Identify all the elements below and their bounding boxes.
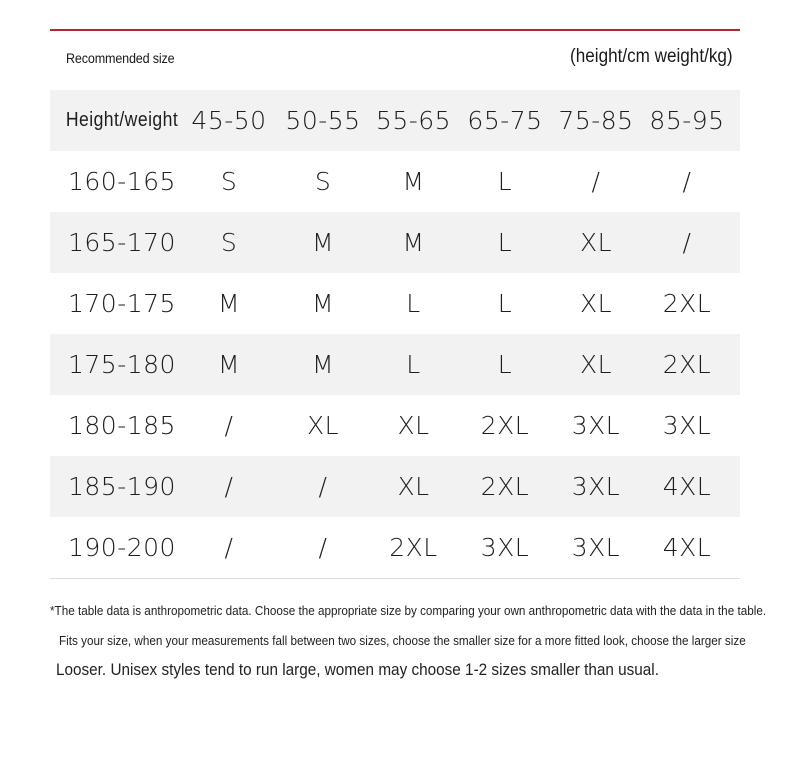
size-cell: M bbox=[311, 228, 335, 257]
column-header: 75-85 bbox=[558, 106, 634, 135]
recommended-size-title: Recommended size bbox=[66, 50, 175, 66]
column-header: 65-75 bbox=[467, 106, 543, 135]
size-cell: 3XL bbox=[480, 533, 530, 562]
height-range-cell: 165-170 bbox=[68, 228, 176, 257]
table-row bbox=[50, 212, 740, 273]
size-cell: 2XL bbox=[480, 411, 530, 440]
table-row bbox=[50, 334, 740, 395]
size-cell: M bbox=[311, 350, 335, 379]
size-cell: 4XL bbox=[662, 472, 712, 501]
footnote-line-1: *The table data is anthropometric data. Choose the appropriate size by comparing your own anthropometric data with the data in the table. bbox=[50, 603, 767, 618]
table-row bbox=[50, 395, 740, 456]
size-cell: 3XL bbox=[571, 411, 621, 440]
top-accent-rule bbox=[50, 29, 740, 31]
size-cell: XL bbox=[397, 411, 430, 440]
height-range-cell: 190-200 bbox=[68, 533, 176, 562]
table-row bbox=[50, 517, 740, 578]
size-cell: / bbox=[682, 167, 692, 196]
size-cell: S bbox=[220, 228, 238, 257]
column-header: Height/weight bbox=[65, 109, 179, 131]
size-cell: XL bbox=[579, 289, 613, 318]
size-cell: / bbox=[318, 472, 328, 501]
size-cell: S bbox=[314, 167, 332, 196]
table-row bbox=[50, 273, 740, 334]
size-cell: 4XL bbox=[662, 533, 712, 562]
height-range-cell: 175-180 bbox=[68, 350, 176, 379]
size-cell: 2XL bbox=[662, 289, 712, 318]
size-cell: M bbox=[217, 289, 241, 318]
height-range-cell: 170-175 bbox=[68, 289, 176, 318]
size-cell: S bbox=[220, 167, 238, 196]
size-cell: M bbox=[402, 167, 425, 196]
size-cell: / bbox=[224, 411, 234, 440]
size-cell: XL bbox=[579, 350, 613, 379]
size-cell: 2XL bbox=[389, 533, 438, 562]
height-range-cell: 185-190 bbox=[68, 472, 176, 501]
size-cell: L bbox=[497, 167, 513, 196]
size-cell: M bbox=[217, 350, 241, 379]
units-label: (height/cm weight/kg) bbox=[570, 46, 733, 67]
height-range-cell: 160-165 bbox=[68, 167, 176, 196]
table-bottom-divider bbox=[50, 578, 740, 579]
size-cell: XL bbox=[306, 411, 340, 440]
footnote-line-2: Fits your size, when your measurements fall between two sizes, choose the smaller size for a more fitted look, choose the larger size bbox=[59, 633, 746, 648]
size-cell: / bbox=[682, 228, 692, 257]
size-cell: XL bbox=[579, 228, 613, 257]
column-header: 55-65 bbox=[375, 106, 452, 135]
size-cell: L bbox=[406, 289, 421, 318]
size-cell: XL bbox=[397, 472, 430, 501]
size-cell: / bbox=[318, 533, 328, 562]
size-cell: L bbox=[497, 350, 513, 379]
size-cell: 2XL bbox=[662, 350, 712, 379]
size-cell: 2XL bbox=[480, 472, 530, 501]
table-row bbox=[50, 456, 740, 517]
column-header: 45-50 bbox=[191, 106, 267, 135]
size-cell: / bbox=[224, 533, 234, 562]
size-cell: 3XL bbox=[662, 411, 712, 440]
column-header: 85-95 bbox=[649, 106, 725, 135]
height-range-cell: 180-185 bbox=[68, 411, 176, 440]
size-chart-table bbox=[50, 90, 740, 578]
table-row bbox=[50, 151, 740, 212]
size-cell: L bbox=[497, 289, 513, 318]
size-cell: 3XL bbox=[571, 472, 621, 501]
size-cell: / bbox=[224, 472, 234, 501]
size-cell: L bbox=[406, 350, 421, 379]
table-header-row bbox=[50, 90, 740, 151]
size-cell: 3XL bbox=[571, 533, 621, 562]
size-cell: / bbox=[591, 167, 601, 196]
footnote-line-3: Looser. Unisex styles tend to run large, women may choose 1-2 sizes smaller than usual. bbox=[56, 660, 659, 679]
size-cell: M bbox=[311, 289, 335, 318]
size-cell: M bbox=[402, 228, 425, 257]
size-cell: L bbox=[497, 228, 513, 257]
column-header: 50-55 bbox=[285, 106, 361, 135]
